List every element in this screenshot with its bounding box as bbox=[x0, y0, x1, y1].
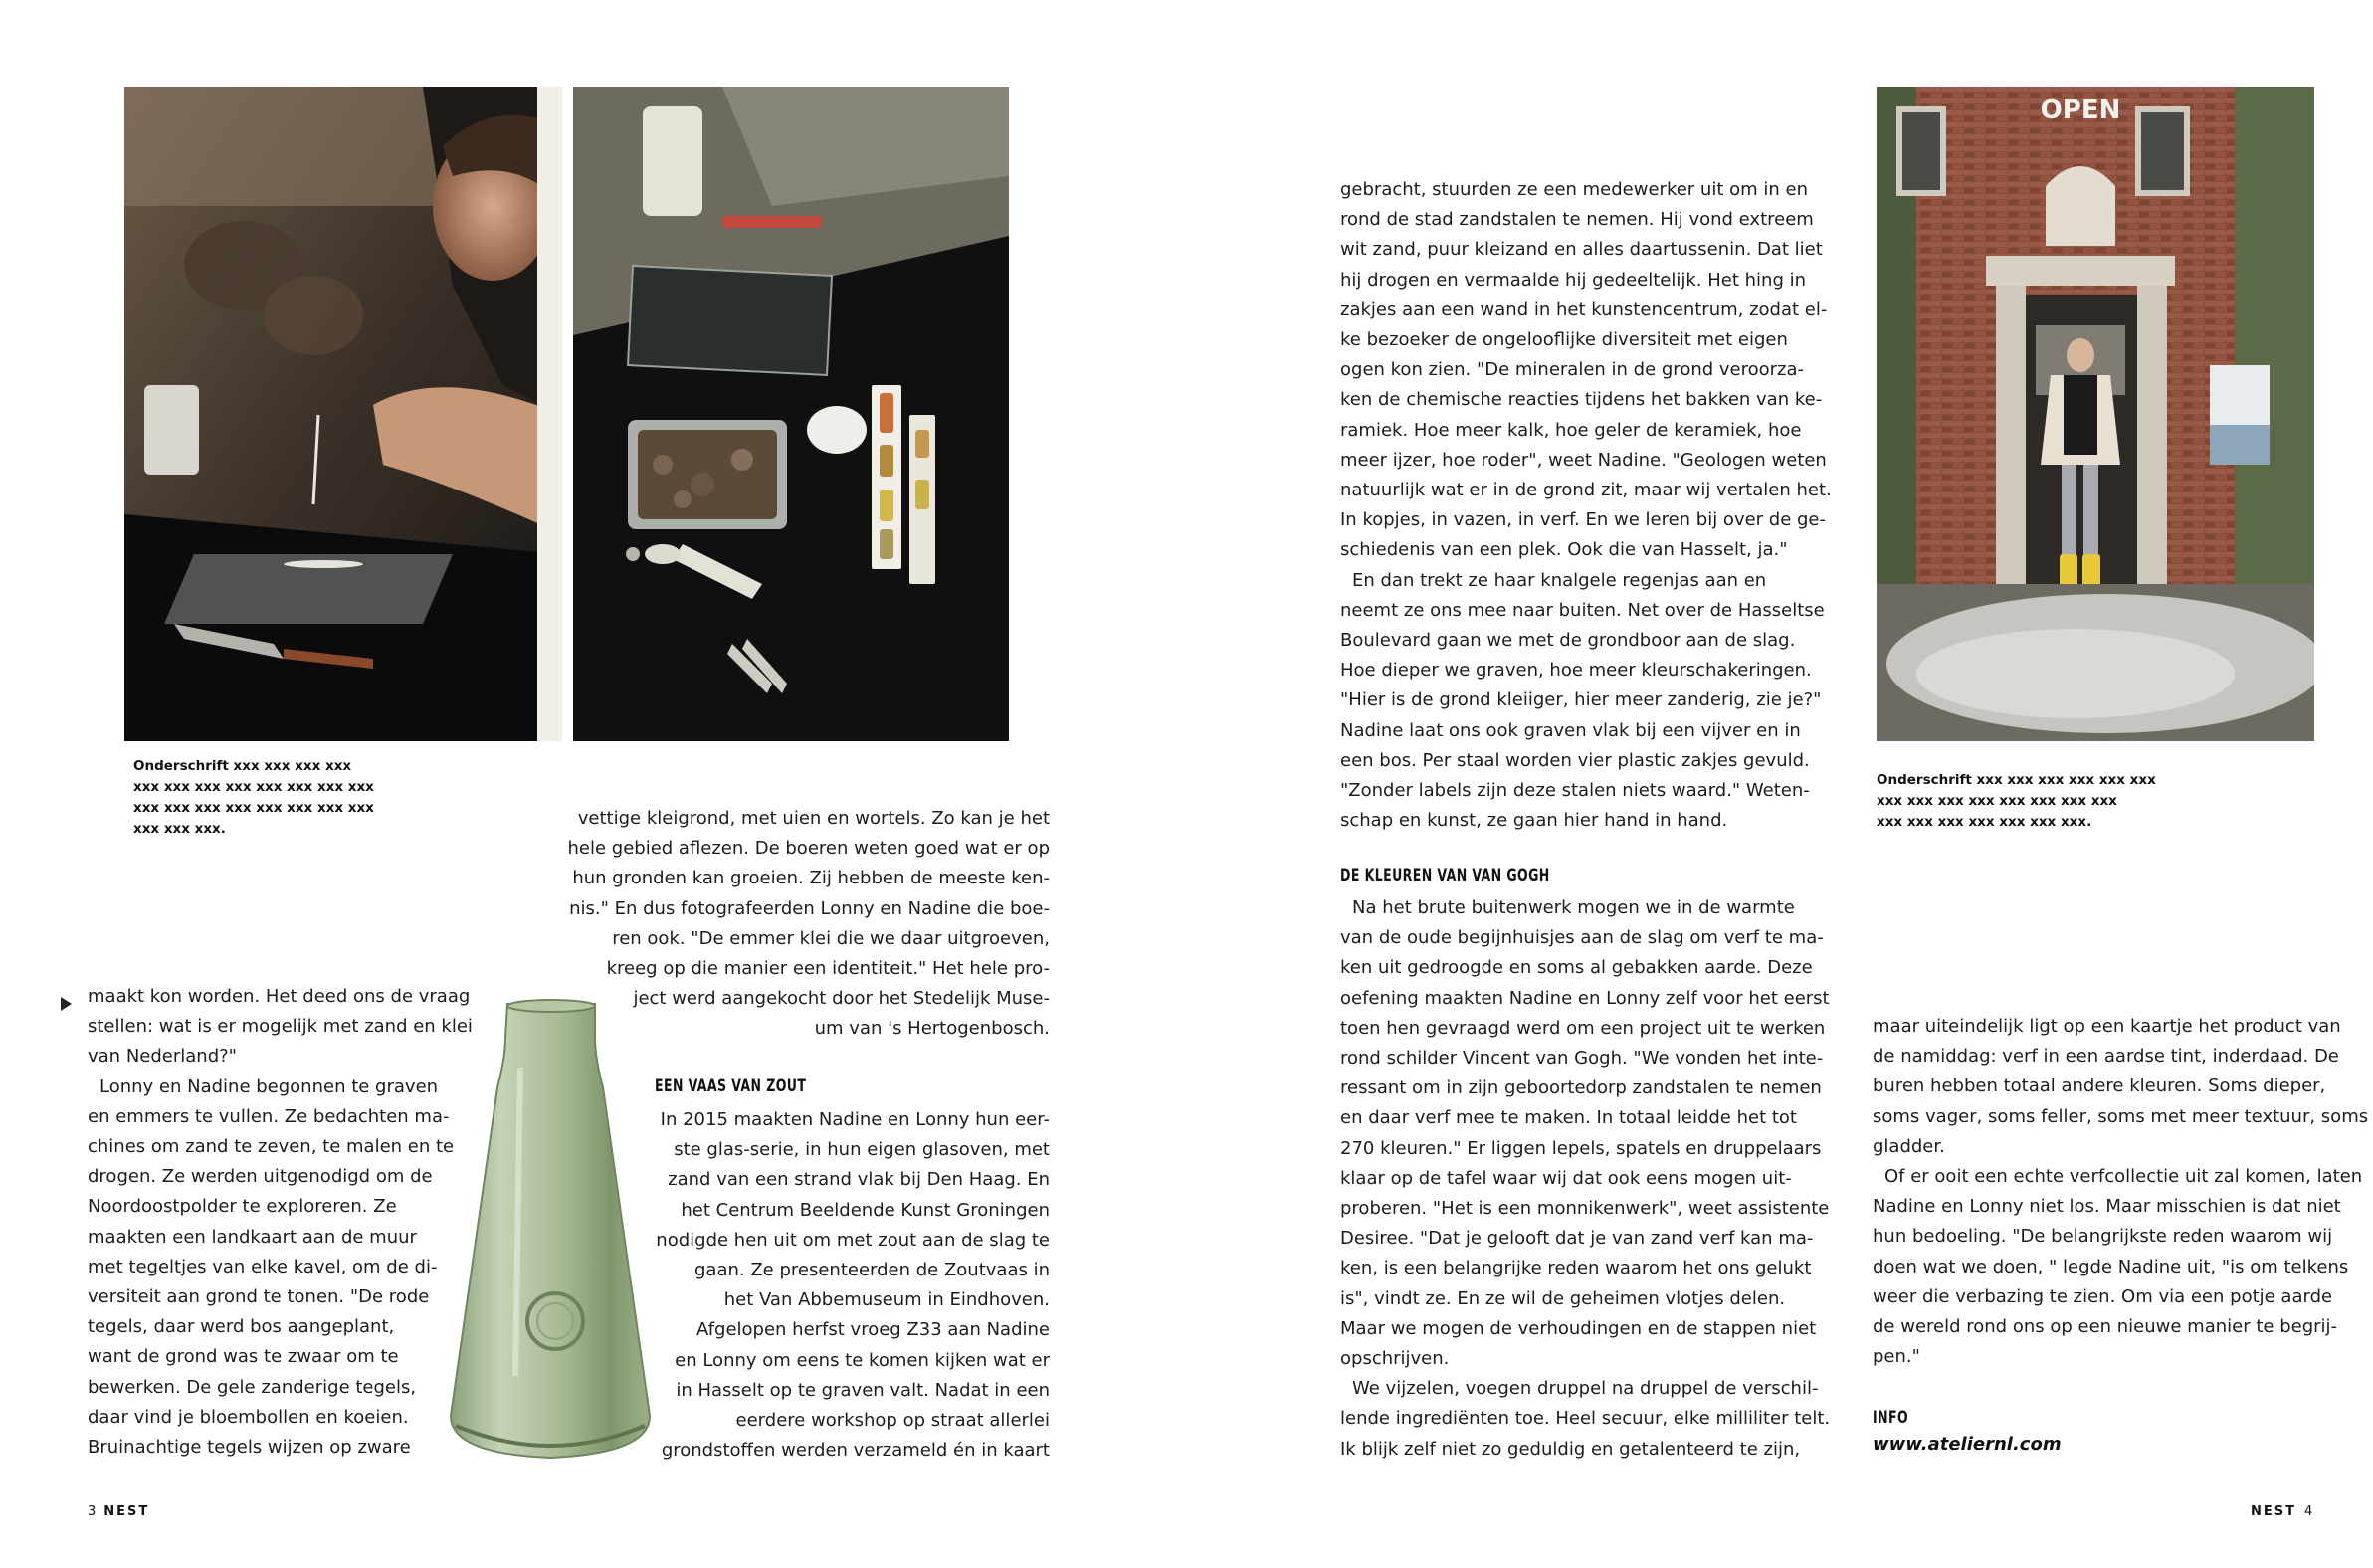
text-line: vettige kleigrond, met uien en wortels. Zo kan je het bbox=[577, 808, 1050, 829]
text-line: ject werd aangekocht door het Stedelijk Muse- bbox=[633, 988, 1050, 1010]
text-line: de wereld rond ons op een nieuwe manier te begrij- bbox=[1873, 1316, 2338, 1338]
text-line: Nadine en Lonny niet los. Maar misschien is dat niet bbox=[1873, 1196, 2341, 1218]
info-heading: INFO bbox=[1873, 1408, 1909, 1428]
text-line: ren ook. "De emmer klei die we daar uitgroeven, bbox=[612, 927, 1050, 949]
text-line: pen." bbox=[1873, 1346, 1920, 1368]
caption-label: Onderschrift bbox=[133, 758, 229, 774]
text-line: ste glas-serie, in hun eigen glasoven, met bbox=[674, 1139, 1050, 1161]
text-line: 270 kleuren." Er liggen lepels, spatels en druppelaars bbox=[1340, 1137, 1822, 1159]
article-column-right-1-top bbox=[1340, 175, 1843, 836]
info-website-link[interactable]: www.ateliernl.com bbox=[1873, 1434, 2062, 1455]
right-page bbox=[1186, 0, 2373, 1568]
article-column-right-2 bbox=[1873, 1012, 2369, 1372]
text-line: weer die verbazing te zien. Om via een potje aarde bbox=[1873, 1285, 2333, 1307]
text-line: de namiddag: verf in een aardse tint, inderdaad. De bbox=[1873, 1046, 2339, 1068]
text-line: van de oude begijnhuisjes aan de slag om verf te ma- bbox=[1340, 927, 1824, 949]
text-line: Noordoostpolder te exploreren. Ze bbox=[88, 1196, 397, 1218]
text-line: lende ingrediënten toe. Heel secuur, elke milliliter telt. bbox=[1340, 1408, 1831, 1430]
text-line: en emmers te vullen. Ze bedachten ma- bbox=[88, 1105, 450, 1127]
text-line: rond de stad zandstalen te nemen. Hij vond extreem bbox=[1340, 209, 1814, 231]
caption-line: xxx xxx xxx. bbox=[133, 821, 226, 837]
text-line: ken uit gedroogde en soms al gebakken aarde. Deze bbox=[1340, 957, 1813, 979]
text-line: oefening maakten Nadine en Lonny zelf voor het eerst bbox=[1340, 987, 1830, 1009]
text-line: een bos. Per staal worden vier plastic zakjes gevuld. bbox=[1340, 749, 1810, 771]
text-line: is", vindt ze. En ze wil de geheimen vlotjes delen. bbox=[1340, 1287, 1786, 1309]
page-footer-right bbox=[2251, 1504, 2320, 1519]
text-line: wit zand, puur kleizand en alles daartussenin. Dat liet bbox=[1340, 239, 1823, 261]
text-line: En dan trekt ze haar knalgele regenjas aan en bbox=[1352, 569, 1767, 591]
text-line: rond schilder Vincent van Gogh. "We vonden het inte- bbox=[1340, 1048, 1824, 1070]
text-line: nis." En dus fotografeerden Lonny en Nadine die boe- bbox=[569, 897, 1050, 919]
text-line: eerdere workshop op straat allerlei bbox=[735, 1410, 1050, 1432]
magazine-name: NEST bbox=[2251, 1504, 2296, 1519]
text-line: meer ijzer, hoe roder", weet Nadine. "Geologen weten bbox=[1340, 449, 1827, 471]
caption-line: xxx xxx xxx xxx xxx xxx bbox=[1976, 772, 2156, 788]
text-line: hun bedoeling. "De belangrijkste reden waarom wij bbox=[1873, 1226, 2333, 1248]
text-line: um van 's Hertogenbosch. bbox=[814, 1018, 1050, 1040]
text-line: ken, is een belangrijke reden waarom het ons gelukt bbox=[1340, 1258, 1812, 1279]
text-line: kreeg op die manier een identiteit." Het hele pro- bbox=[606, 958, 1050, 980]
magazine-name: NEST bbox=[103, 1504, 150, 1519]
caption-line: xxx xxx xxx xxx xxx xxx xxx xxx bbox=[133, 779, 374, 795]
text-line: zakjes aan een wand in het kunstencentrum, zodat el- bbox=[1340, 298, 1828, 320]
text-line: Afgelopen herfst vroeg Z33 aan Nadine bbox=[696, 1319, 1050, 1341]
page-number: 4 bbox=[2304, 1504, 2313, 1519]
caption-label: Onderschrift bbox=[1877, 772, 1972, 788]
text-line: Hoe dieper we graven, hoe meer kleurschakeringen. bbox=[1340, 660, 1812, 682]
text-line: tegels, daar werd bos aangeplant, bbox=[88, 1316, 395, 1338]
text-line: Of er ooit een echte verfcollectie uit zal komen, laten bbox=[1884, 1166, 2363, 1188]
text-line: neemt ze ons mee naar buiten. Net over de Hasseltse bbox=[1340, 599, 1825, 621]
text-line: proberen. "Het is een monnikenwerk", weet assistente bbox=[1340, 1198, 1830, 1220]
text-line: Nadine laat ons ook graven vlak bij een vijver en in bbox=[1340, 719, 1801, 741]
text-line: ogen kon zien. "De mineralen in de grond veroorza- bbox=[1340, 359, 1805, 381]
caption-line: xxx xxx xxx xxx xxx xxx xxx. bbox=[1877, 814, 2092, 830]
text-line: We vijzelen, voegen druppel na druppel de verschil- bbox=[1352, 1378, 1819, 1400]
section-heading-gogh: DE KLEUREN VAN VAN GOGH bbox=[1340, 866, 1550, 885]
text-line: in Hasselt op te graven valt. Nadat in een bbox=[676, 1379, 1050, 1401]
text-line: doen wat we doen, " legde Nadine uit, "is om telkens bbox=[1873, 1256, 2349, 1277]
text-line: schiedenis van een plek. Ook die van Hasselt, ja." bbox=[1340, 539, 1788, 561]
text-line: ramiek. Hoe meer kalk, hoe geler de keramiek, hoe bbox=[1340, 419, 1802, 441]
text-line: In kopjes, in vazen, in verf. En we leren bij over de ge- bbox=[1340, 509, 1827, 531]
text-line: nodigde hen uit om met zout aan de slag te bbox=[656, 1229, 1050, 1251]
text-line: grondstoffen werden verzameld én in kaart bbox=[661, 1440, 1050, 1462]
caption-line: xxx xxx xxx xxx xxx xxx xxx xxx bbox=[133, 800, 374, 816]
text-line: Lonny en Nadine begonnen te graven bbox=[99, 1076, 439, 1097]
text-line: gaan. Ze presenteerden de Zoutvaas in bbox=[693, 1260, 1050, 1281]
text-line: toen hen gevraagd werd om een project uit te werken bbox=[1340, 1017, 1826, 1039]
text-line: Boulevard gaan we met de grondboor aan de slag. bbox=[1340, 630, 1796, 652]
article-column-left-2-bottom bbox=[637, 1105, 1050, 1466]
text-line: klaar op de tafel waar wij dat ook eens mogen uit- bbox=[1340, 1167, 1792, 1189]
text-line: versiteit aan grond te tonen. "De rode bbox=[88, 1286, 430, 1308]
page-number: 3 bbox=[88, 1504, 97, 1519]
text-line: ke bezoeker de ongelooflijke diversiteit met eigen bbox=[1340, 329, 1788, 351]
text-line: hun gronden kan groeien. Zij hebben de meeste ken- bbox=[572, 868, 1050, 889]
text-line: opschrijven. bbox=[1340, 1348, 1450, 1370]
text-line: "Hier is de grond kleiiger, hier meer zanderig, zie je?" bbox=[1340, 689, 1822, 711]
text-line: stellen: wat is er mogelijk met zand en klei bbox=[88, 1016, 473, 1038]
text-line: gladder. bbox=[1873, 1135, 1945, 1157]
article-column-left-2-top bbox=[552, 804, 1050, 1045]
text-line: Bruinachtige tegels wijzen op zware bbox=[88, 1437, 411, 1459]
continuation-arrow-icon bbox=[61, 997, 72, 1011]
article-column-right-1-bottom bbox=[1340, 893, 1843, 1465]
text-line: maakten een landkaart aan de muur bbox=[88, 1226, 417, 1248]
text-line: Maar we mogen de verhoudingen en de stappen niet bbox=[1340, 1317, 1817, 1339]
section-heading-vaas: EEN VAAS VAN ZOUT bbox=[655, 1077, 807, 1096]
page-footer-left bbox=[88, 1504, 149, 1519]
text-line: en Lonny om eens te komen kijken wat er bbox=[675, 1349, 1050, 1371]
text-line: maar uiteindelijk ligt op een kaartje het product van bbox=[1873, 1016, 2341, 1037]
text-line: gebracht, stuurden ze een medewerker uit om in en bbox=[1340, 179, 1809, 200]
text-line: van Nederland?" bbox=[88, 1046, 237, 1068]
text-line: drogen. Ze werden uitgenodigd om de bbox=[88, 1166, 433, 1188]
text-line: en daar verf mee te maken. In totaal leidde het tot bbox=[1340, 1107, 1797, 1129]
text-line: met tegeltjes van elke kavel, om de di- bbox=[88, 1256, 438, 1277]
text-line: buren hebben totaal andere kleuren. Soms dieper, bbox=[1873, 1076, 2326, 1097]
text-line: soms vager, soms feller, soms met meer textuur, soms bbox=[1873, 1105, 2369, 1127]
photo-doorway-portrait bbox=[1877, 87, 2314, 741]
text-line: zand van een strand vlak bij Den Haag. En bbox=[668, 1169, 1050, 1191]
text-line: chines om zand te zeven, te malen en te bbox=[88, 1136, 455, 1158]
article-column-left-1 bbox=[88, 982, 486, 1463]
photo-workshop-table bbox=[573, 87, 1009, 741]
text-line: hele gebied aflezen. De boeren weten goed wat er op bbox=[567, 838, 1050, 860]
text-line: natuurlijk wat er in de grond zit, maar wij vertalen het. bbox=[1340, 480, 1832, 501]
sign-open: OPEN bbox=[2040, 96, 2121, 125]
caption-line: xxx xxx xxx xxx bbox=[233, 758, 352, 774]
text-line: In 2015 maakten Nadine en Lonny hun eer- bbox=[660, 1109, 1050, 1130]
text-line: daar vind je bloembollen en koeien. bbox=[88, 1406, 409, 1428]
photo-caption-left bbox=[133, 756, 374, 840]
text-line: Desiree. "Dat je gelooft dat je van zand verf kan ma- bbox=[1340, 1228, 1814, 1250]
text-line: ken de chemische reacties tijdens het bakken van ke- bbox=[1340, 389, 1823, 411]
text-line: ressant om in zijn geboortedorp zandstalen te nemen bbox=[1340, 1078, 1822, 1099]
text-line: Ik blijk zelf niet zo geduldig en getalenteerd te zijn, bbox=[1340, 1438, 1801, 1460]
text-line: het Centrum Beeldende Kunst Groningen bbox=[681, 1199, 1050, 1221]
text-line: maakt kon worden. Het deed ons de vraag bbox=[88, 986, 471, 1007]
text-line: Na het brute buitenwerk mogen we in de warmte bbox=[1352, 897, 1795, 918]
text-line: het Van Abbemuseum in Eindhoven. bbox=[723, 1289, 1050, 1311]
photo-workshop-pipette bbox=[124, 87, 562, 741]
left-page bbox=[0, 0, 1186, 1568]
caption-line: xxx xxx xxx xxx xxx xxx xxx xxx bbox=[1877, 793, 2117, 809]
text-line: want de grond was te zwaar om te bbox=[88, 1346, 399, 1368]
text-line: schap en kunst, ze gaan hier hand in hand. bbox=[1340, 810, 1728, 832]
photo-caption-right bbox=[1877, 770, 2156, 833]
text-line: bewerken. De gele zanderige tegels, bbox=[88, 1376, 417, 1398]
text-line: hij drogen en vermaalde hij gedeeltelijk. Het hing in bbox=[1340, 269, 1807, 291]
text-line: "Zonder labels zijn deze stalen niets waard." Weten- bbox=[1340, 780, 1810, 802]
